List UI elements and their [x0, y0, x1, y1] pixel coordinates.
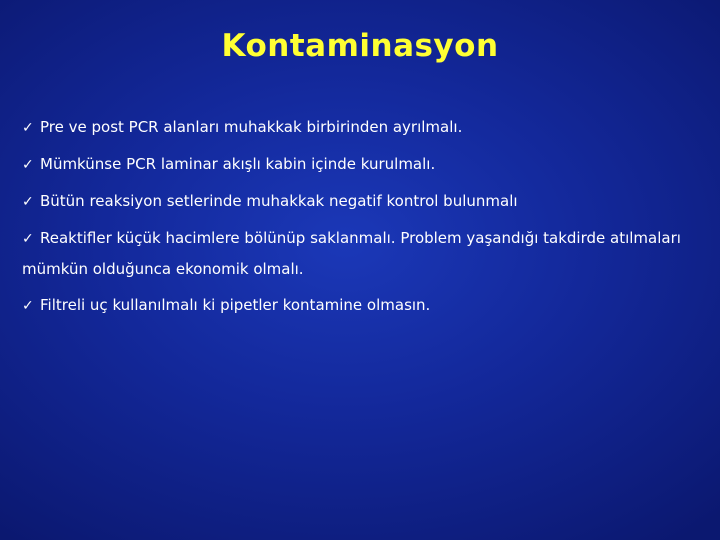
bullet-text: Bütün reaksiyon setlerinde muhakkak negatif kontrol bulunmalı	[40, 192, 518, 210]
check-mark-icon: ✓	[22, 157, 34, 173]
check-mark-icon: ✓	[22, 194, 34, 210]
bullet-item	[22, 223, 702, 284]
bullet-text: Filtreli uç kullanılmalı ki pipetler kontamine olmasın.	[40, 296, 431, 314]
bullet-text: Mümkünse PCR laminar akışlı kabin içinde kurulmalı.	[40, 155, 436, 173]
bullet-list	[22, 112, 702, 327]
bullet-item	[22, 186, 702, 217]
bullet-item	[22, 149, 702, 180]
check-mark-icon: ✓	[22, 120, 34, 136]
check-mark-icon: ✓	[22, 298, 34, 314]
check-mark-icon: ✓	[22, 231, 34, 247]
bullet-text: Reaktifler küçük hacimlere bölünüp saklanmalı. Problem yaşandığı takdirde atılmaları mümkün olduğunca ekonomik olmalı.	[22, 229, 681, 278]
slide-title: Kontaminasyon	[221, 28, 499, 64]
bullet-text: Pre ve post PCR alanları muhakkak birbirinden ayrılmalı.	[40, 118, 463, 136]
bullet-item	[22, 112, 702, 143]
bullet-item	[22, 290, 702, 321]
